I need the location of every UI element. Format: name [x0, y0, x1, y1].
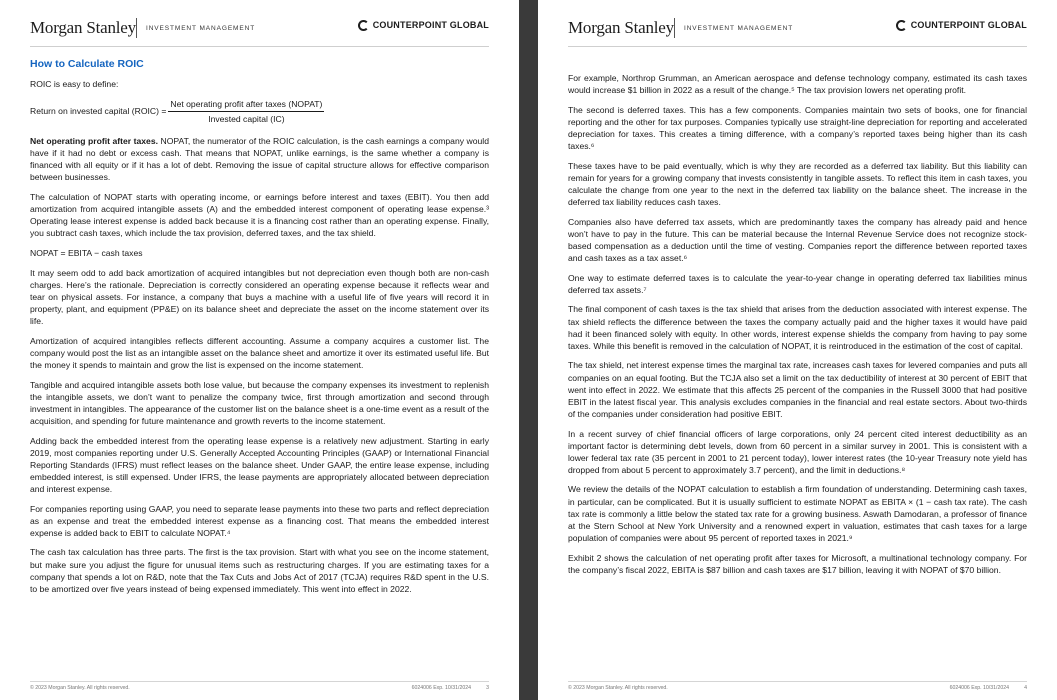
page-footer [568, 681, 1027, 694]
footer-code: 6024006 Exp. 10/31/2024 [949, 685, 1009, 691]
paragraph: The second is deferred taxes. This has a few components. Companies maintain two sets of books, one for financial reporting and the other for tax purposes. Companies typically use straight-line depreciation for reporting and accelerated depreciation for taxes. This creates a timing difference, with a company’s reported taxes being higher than its cash taxes.⁶ [568, 104, 1027, 152]
paragraph [30, 135, 489, 183]
paragraph-lead: Net operating profit after taxes. [30, 135, 158, 146]
document-page-3 [0, 0, 519, 700]
paragraph: Tangible and acquired intangible assets both lose value, but because the company expenses its investment to replenish the intangible assets, we don’t want to penalize the company twice, first through amortization and second through investment in intangibles. The appearance of the customer list on the balance sheet is a one-time event as a result of the acquisition, and spending for future maintenance and growth reverts to the income statement. [30, 379, 489, 426]
paragraph: Companies also have deferred tax assets, which are predominantly taxes the company has already paid and hence won’t have to pay in the future. This can be material because the Internal Revenue Service does not recognize stock-based compensation as a deduction until the time of vesting. Companies report the difference between reported taxes and cash taxes as a tax asset.⁶ [568, 216, 1027, 263]
paragraph: The cash tax calculation has three parts. The first is the tax provision. Start with what you see on the income statement, but make sure you adjust the figure for unusual items such as restructuring charges. If you are estimating taxes for a company that spends a lot on R&D, note that the Tax Cuts and Jobs Act of 2017 (TCJA) requires R&D spent in the U.S. to be amortized over five years instead of being expensed immediately. This went into effect in 2022. [30, 547, 489, 594]
page-header [568, 14, 1027, 47]
page-body [30, 58, 489, 602]
paragraph: It may seem odd to add back amortization of acquired intangibles but not depreciation even though both are non-cash charges. Here’s the rationale. Depreciation is correctly considered an operating expense because it reflects wear and tear on physical assets. For instance, a company that buys a machine with a useful life of five years will record it in property, plant, and equipment (PP&E) on its balance sheet and depreciate the asset on the income statement over its life. [30, 267, 489, 326]
paragraph: The tax shield, net interest expense times the marginal tax rate, increases cash taxes for levered companies and puts all companies on an equal footing. But the TCJA also set a limit on the tax deductibility of interest at 30 percent of EBIT that went into effect in 2022. We estimate that this affects 25 percent of the companies in the Russell 3000 that had positive EBIT in the latest fiscal year. This analysis excludes companies in the financial and real estate sectors. About two-thirds of the companies under consideration had positive EBIT. [568, 360, 1027, 419]
page-number: 3 [486, 685, 489, 691]
brand-label: COUNTERPOINT GLOBAL [910, 20, 1027, 30]
paragraph: In a recent survey of chief financial officers of large corporations, only 24 percent cited interest deductibility as an important factor is determining debt levels, down from 60 percent in a similar survey in 2001. This is consistent with a lower federal tax rate (35 percent in 2001 to 21 percent today), lower interest rates (the 10-year Treasury note yield has dropped from about 5 percent to approximately 3.7 percent), and the limit in deductions.⁸ [568, 428, 1027, 475]
division-label: INVESTMENT MANAGEMENT [684, 25, 794, 32]
paragraph: ROIC is easy to define: [30, 79, 119, 90]
footer-code: 6024006 Exp. 10/31/2024 [411, 685, 471, 691]
counterpoint-mark-icon [358, 20, 369, 31]
paragraph: One way to estimate deferred taxes is to calculate the year-to-year change in operating deferred tax liabilities minus deferred tax assets.⁷ [568, 272, 1027, 295]
paragraph: These taxes have to be paid eventually, which is why they are recorded as a deferred tax liability. But this liability can remain for years for a growing company that invests consistently in tangible assets. To reflect this item in cash taxes, you calculate the change from one year to the next in the deferred tax liability on the balance sheet. The increase in the deferred tax liability reduces cash taxes. [568, 160, 1027, 208]
roic-formula [30, 98, 489, 125]
footer-copyright: © 2023 Morgan Stanley. All rights reserved. [568, 685, 668, 691]
document-page-4 [538, 0, 1057, 700]
formula-numerator: Net operating profit after taxes (NOPAT) [168, 98, 324, 112]
paragraph: For example, Northrop Grumman, an American aerospace and defense technology company, estimated its cash taxes would increase $1 billion in 2022 as a result of the change.⁵ The tax provision lowers net operating profit. [568, 73, 1027, 96]
paragraph: The final component of cash taxes is the tax shield that arises from the deduction associated with interest expense. The tax shield reflects the difference between the taxes the company actually paid and the higher taxes it would have paid had it been financed solely with equity. In other words, interest expense shields the company from having to pay some taxes. While this benefit is removed in the calculation of NOPAT, it is reintroduced in the estimation of the cost of capital. [568, 304, 1027, 351]
paragraph: Exhibit 2 shows the calculation of net operating profit after taxes for Microsoft, a multinational technology company. For the company’s fiscal 2022, EBITA is $87 billion and cash taxes are $17 billion, leaving it with NOPAT of $70 billion. [568, 552, 1027, 575]
formula-denominator: Invested capital (IC) [208, 113, 285, 124]
page-number: 4 [1024, 685, 1027, 691]
paragraph: For companies reporting using GAAP, you need to separate lease payments into these two parts and reflect depreciation as an expense and treat the embedded interest expense as a financing cost. That means the embedded interest expense is added back to EBIT to calculate NOPAT.⁴ [30, 503, 489, 538]
formula-fraction [168, 98, 324, 125]
paragraph: We review the details of the NOPAT calculation to establish a firm foundation of understanding. Determining cash taxes, in particular, can be complicated. But it is usually sufficient to estimate NOPAT as EBITA × (1 − cash tax rate). The cash tax rate is commonly a little below the stated tax rate for a growing business. Aswath Damodaran, a professor of finance at the Stern School at New York University and a renowned expert in valuation, estimates that cash taxes for a large population of companies were about 95 percent of reported taxes in 2021.⁹ [568, 484, 1027, 543]
counterpoint-mark-icon [896, 20, 907, 31]
page-header [30, 14, 489, 47]
nopat-equation: NOPAT = EBITA − cash taxes [30, 247, 143, 258]
page-body [568, 72, 1027, 583]
counterpoint-global-logo [358, 20, 489, 31]
header-divider [136, 18, 137, 38]
formula-label: Return on invested capital (ROIC) = [30, 106, 167, 117]
division-label: INVESTMENT MANAGEMENT [146, 25, 256, 32]
header-divider [674, 18, 675, 38]
paragraph: The calculation of NOPAT starts with operating income, or earnings before interest and taxes (EBIT). You then add amortization from acquired intangible assets (A) and the embedded interest component of operating lease expense.³ Operating lease interest expense is added back because it is a financing cost rather than an operating expense. Finally, you subtract cash taxes, which include the tax provision, deferred taxes, and the tax shield. [30, 191, 489, 239]
paragraph: Adding back the embedded interest from the operating lease expense is a relatively new adjustment. Starting in early 2019, most companies reporting under U.S. Generally Accepted Accounting Principles (GAAP) or International Financial Reporting Standards (IFRS) must reflect leases on the balance sheet. Under GAAP, the entire lease expense, including embedded interest, is still expensed. Under IFRS, the lease payments are appropriately allocated between depreciation and interest expense. [30, 435, 489, 494]
paragraph: Amortization of acquired intangibles reflects different accounting. Assume a company acquires a customer list. The company would post the list as an intangible asset on the balance sheet and amortize it over its estimated useful life. But the money it spends to maintain and grow the list is expensed on the income statement. [30, 335, 489, 370]
footer-copyright: © 2023 Morgan Stanley. All rights reserved. [30, 685, 130, 691]
morgan-stanley-logo: Morgan Stanley [30, 18, 136, 37]
paragraph-text: NOPAT, the numerator of the ROIC calculation, is the cash earnings a company would have if it had no debt or excess cash. That means that NOPAT, unlike earnings, is the same whether a company is financed with all equity or if it has a lot of debt. Removing the issue of capital structure allows for effective comparison between businesses. [30, 135, 489, 183]
counterpoint-global-logo [896, 20, 1027, 31]
page-gutter [519, 0, 538, 700]
section-title: How to Calculate ROIC [30, 58, 144, 70]
page-footer [30, 681, 489, 694]
brand-label: COUNTERPOINT GLOBAL [372, 20, 489, 30]
morgan-stanley-logo: Morgan Stanley [568, 18, 674, 37]
